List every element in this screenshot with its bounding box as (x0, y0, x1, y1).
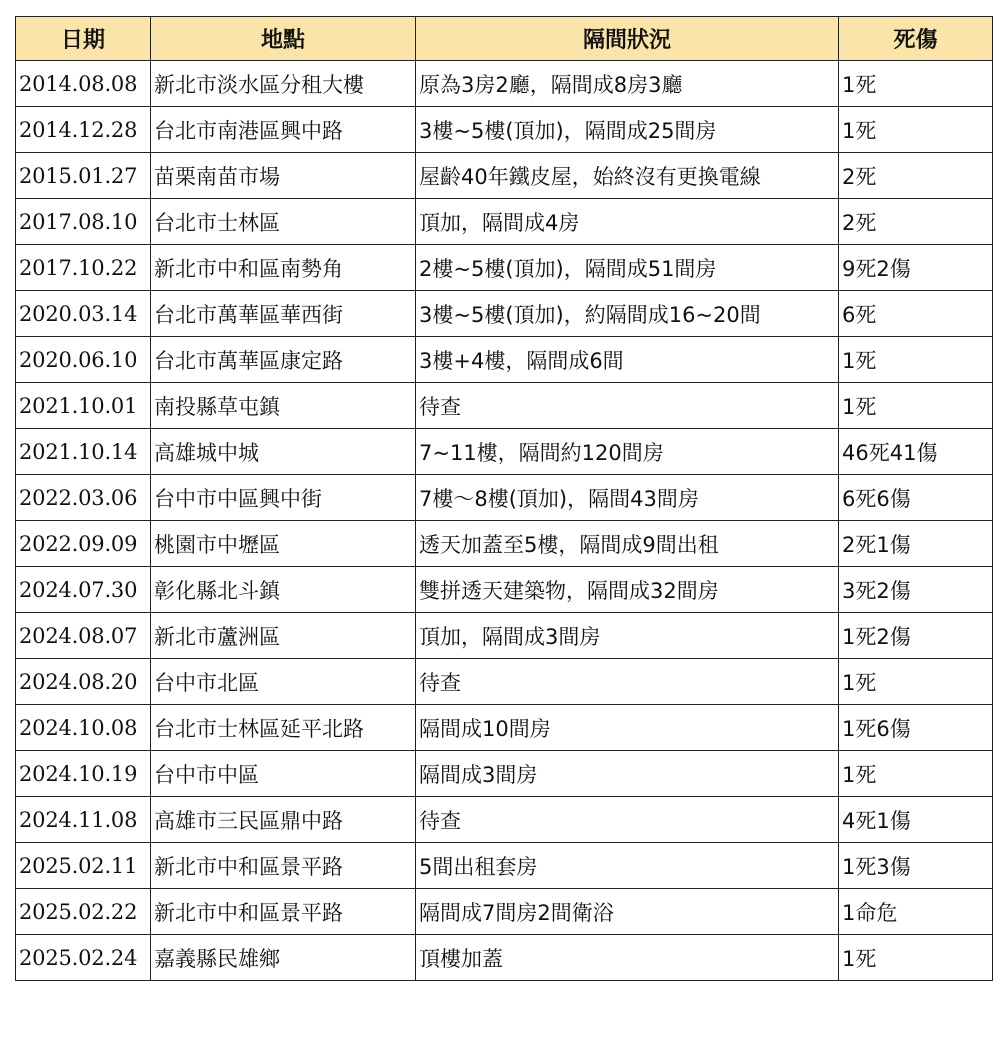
cell-casualties: 46死41傷 (839, 429, 993, 475)
header-partition-status: 隔間狀況 (416, 17, 839, 61)
cell-casualties: 1死 (839, 107, 993, 153)
cell-date: 2021.10.14 (16, 429, 151, 475)
cell-partition-status: 頂加，隔間成4房 (416, 199, 839, 245)
cell-partition-status: 3樓~5樓(頂加)，約隔間成16~20間 (416, 291, 839, 337)
cell-casualties: 2死 (839, 153, 993, 199)
cell-casualties: 1死2傷 (839, 613, 993, 659)
cell-casualties: 3死2傷 (839, 567, 993, 613)
cell-casualties: 2死1傷 (839, 521, 993, 567)
cell-casualties: 1死 (839, 659, 993, 705)
cell-location: 新北市中和區南勢角 (151, 245, 416, 291)
cell-date: 2022.09.09 (16, 521, 151, 567)
cell-location: 新北市中和區景平路 (151, 889, 416, 935)
table-row (16, 107, 993, 153)
cell-date: 2025.02.11 (16, 843, 151, 889)
cell-date: 2020.06.10 (16, 337, 151, 383)
table-row (16, 567, 993, 613)
cell-location: 台中市北區 (151, 659, 416, 705)
cell-partition-status: 隔間成7間房2間衛浴 (416, 889, 839, 935)
table-row (16, 521, 993, 567)
incident-table-container (15, 16, 993, 981)
cell-partition-status: 待查 (416, 383, 839, 429)
table-row (16, 291, 993, 337)
table-row (16, 337, 993, 383)
cell-location: 桃園市中壢區 (151, 521, 416, 567)
cell-location: 南投縣草屯鎮 (151, 383, 416, 429)
table-row (16, 383, 993, 429)
cell-partition-status: 2樓~5樓(頂加)，隔間成51間房 (416, 245, 839, 291)
cell-casualties: 1命危 (839, 889, 993, 935)
cell-date: 2024.08.07 (16, 613, 151, 659)
cell-location: 彰化縣北斗鎮 (151, 567, 416, 613)
cell-casualties: 1死 (839, 751, 993, 797)
cell-casualties: 1死 (839, 935, 993, 981)
cell-partition-status: 3樓~5樓(頂加)，隔間成25間房 (416, 107, 839, 153)
cell-casualties: 4死1傷 (839, 797, 993, 843)
cell-date: 2024.10.08 (16, 705, 151, 751)
cell-casualties: 1死6傷 (839, 705, 993, 751)
cell-date: 2020.03.14 (16, 291, 151, 337)
cell-location: 台北市南港區興中路 (151, 107, 416, 153)
cell-date: 2025.02.24 (16, 935, 151, 981)
table-row (16, 153, 993, 199)
cell-partition-status: 3樓+4樓，隔間成6間 (416, 337, 839, 383)
cell-location: 高雄城中城 (151, 429, 416, 475)
table-row (16, 659, 993, 705)
cell-date: 2014.12.28 (16, 107, 151, 153)
cell-partition-status: 待查 (416, 797, 839, 843)
cell-location: 苗栗南苗市場 (151, 153, 416, 199)
cell-partition-status: 7樓～8樓(頂加)，隔間43間房 (416, 475, 839, 521)
table-row (16, 705, 993, 751)
cell-date: 2017.08.10 (16, 199, 151, 245)
cell-date: 2022.03.06 (16, 475, 151, 521)
table-row (16, 429, 993, 475)
cell-date: 2024.10.19 (16, 751, 151, 797)
table-row (16, 475, 993, 521)
cell-partition-status: 透天加蓋至5樓，隔間成9間出租 (416, 521, 839, 567)
cell-partition-status: 雙拼透天建築物，隔間成32間房 (416, 567, 839, 613)
cell-location: 台北市士林區 (151, 199, 416, 245)
cell-date: 2017.10.22 (16, 245, 151, 291)
cell-casualties: 1死 (839, 383, 993, 429)
cell-casualties: 6死6傷 (839, 475, 993, 521)
cell-date: 2024.08.20 (16, 659, 151, 705)
cell-date: 2025.02.22 (16, 889, 151, 935)
header-date: 日期 (16, 17, 151, 61)
cell-casualties: 9死2傷 (839, 245, 993, 291)
table-row (16, 889, 993, 935)
table-header (16, 17, 993, 61)
cell-date: 2024.11.08 (16, 797, 151, 843)
cell-casualties: 6死 (839, 291, 993, 337)
cell-location: 新北市淡水區分租大樓 (151, 61, 416, 107)
table-row (16, 843, 993, 889)
cell-date: 2021.10.01 (16, 383, 151, 429)
cell-partition-status: 頂加，隔間成3間房 (416, 613, 839, 659)
cell-location: 台北市萬華區康定路 (151, 337, 416, 383)
cell-partition-status: 屋齡40年鐵皮屋，始終沒有更換電線 (416, 153, 839, 199)
cell-location: 嘉義縣民雄鄉 (151, 935, 416, 981)
cell-partition-status: 頂樓加蓋 (416, 935, 839, 981)
table-row (16, 751, 993, 797)
cell-location: 新北市蘆洲區 (151, 613, 416, 659)
table-row (16, 61, 993, 107)
table-row (16, 199, 993, 245)
cell-location: 新北市中和區景平路 (151, 843, 416, 889)
cell-location: 台北市萬華區華西街 (151, 291, 416, 337)
cell-location: 台中市中區興中街 (151, 475, 416, 521)
table-row (16, 797, 993, 843)
cell-casualties: 1死 (839, 337, 993, 383)
cell-partition-status: 隔間成3間房 (416, 751, 839, 797)
table-row (16, 245, 993, 291)
cell-date: 2024.07.30 (16, 567, 151, 613)
table-row (16, 613, 993, 659)
cell-casualties: 1死 (839, 61, 993, 107)
cell-partition-status: 原為3房2廳，隔間成8房3廳 (416, 61, 839, 107)
cell-location: 台中市中區 (151, 751, 416, 797)
incident-table (15, 16, 993, 981)
cell-partition-status: 5間出租套房 (416, 843, 839, 889)
cell-date: 2015.01.27 (16, 153, 151, 199)
table-body (16, 61, 993, 981)
header-casualties: 死傷 (839, 17, 993, 61)
cell-location: 台北市士林區延平北路 (151, 705, 416, 751)
header-row (16, 17, 993, 61)
cell-date: 2014.08.08 (16, 61, 151, 107)
cell-location: 高雄市三民區鼎中路 (151, 797, 416, 843)
header-location: 地點 (151, 17, 416, 61)
table-row (16, 935, 993, 981)
cell-casualties: 1死3傷 (839, 843, 993, 889)
cell-partition-status: 待查 (416, 659, 839, 705)
cell-partition-status: 7~11樓，隔間約120間房 (416, 429, 839, 475)
cell-partition-status: 隔間成10間房 (416, 705, 839, 751)
cell-casualties: 2死 (839, 199, 993, 245)
